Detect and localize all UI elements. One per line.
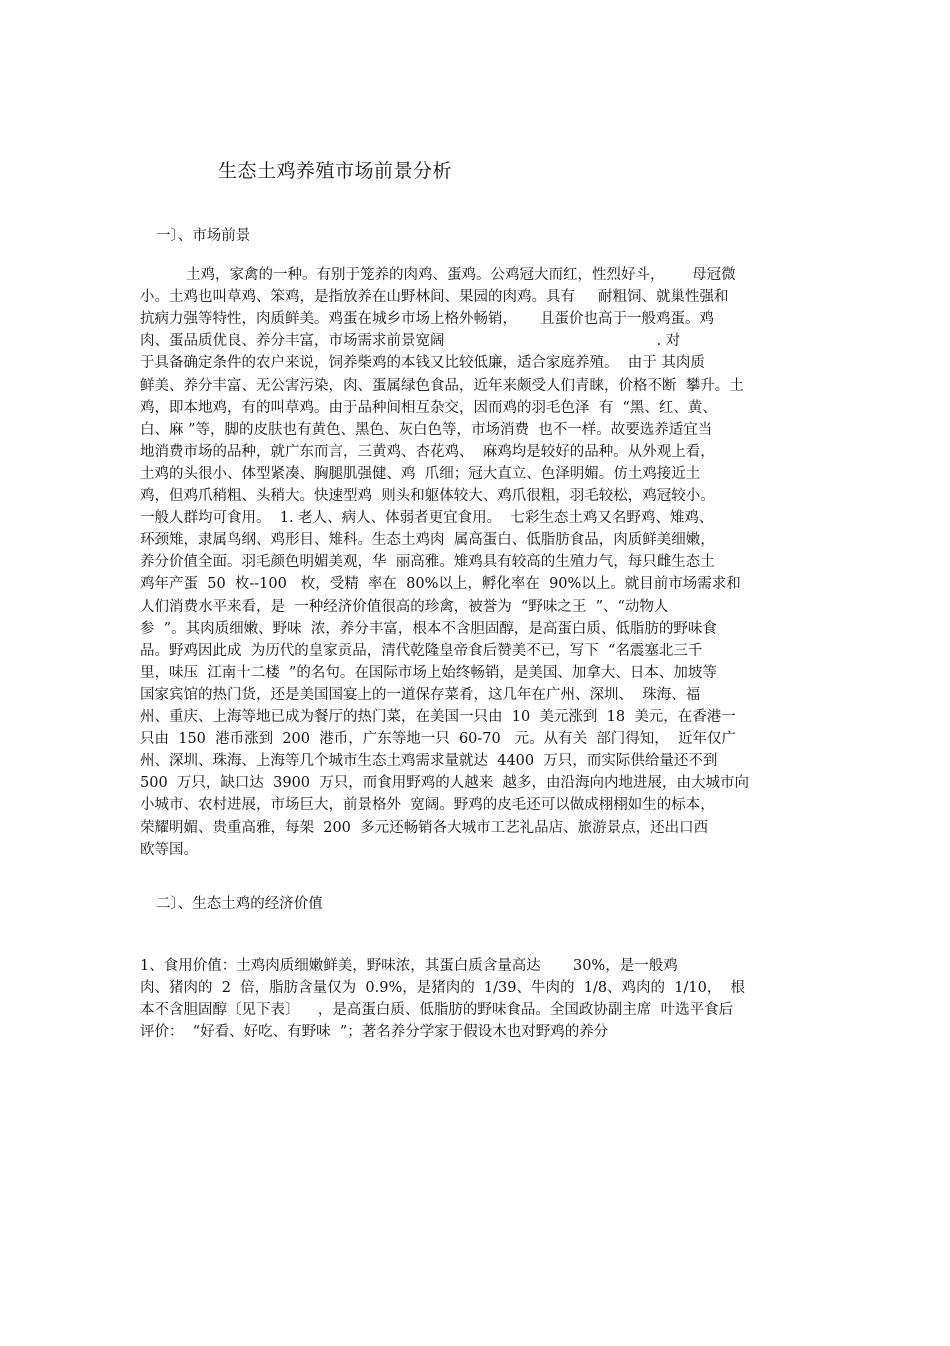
- body-line: 州、深圳、珠海、上海等几个城市生态土鸡需求量就达 4400 万只，而实际供给量还不到: [140, 753, 718, 770]
- section-heading-economic-value: 二〕、生态土鸡的经济价值: [156, 896, 323, 912]
- body-line: 1、食用价值：土鸡肉质细嫩鲜美，野味浓，其蛋白质含量高达 30%，是一般鸡: [140, 958, 678, 974]
- body-line: 肉、蛋品质优良、养分丰富，市场需求前景宽阔 . 对: [140, 333, 681, 350]
- body-line: 鸡年产蛋 50 枚--100 枚，受精 率在 80%以上，孵化率在 90%以上。就目前市场需求和: [140, 576, 741, 593]
- body-line: 白、麻 ”等，脚的皮肤也有黄色、黑色、灰白色等，市场消费 也不一样。故要选养适宜当: [140, 421, 713, 438]
- body-line: 肉、猪肉的 2 倍，脂肪含量仅为 0.9%，是猪肉的 1/39、牛肉的 1/8、鸡肉的 1/10， 根: [140, 980, 746, 997]
- body-line: 小城市、农村进展，市场巨大，前景格外 宽阔。野鸡的皮毛还可以做成栩栩如生的标本，: [140, 797, 715, 814]
- body-line: 环颈雉，隶属鸟纲、鸡形目、雉科。生态土鸡肉 属高蛋白、低脂肪食品，肉质鲜美细嫩，: [140, 532, 715, 549]
- body-line: 州、重庆、上海等地已成为餐厅的热门菜，在美国一只由 10 美元涨到 18 美元，在香港一: [140, 709, 736, 725]
- body-line: 只由 150 港币涨到 200 港币，广东等地一只 60-70 元。从有关 部门得知， 近年仅广: [140, 731, 737, 748]
- body-line: 本不含胆固醇〔见下表〕 ，是高蛋白质、低脂肪的野味食品。全国政协副主席 叶选平食后: [140, 1002, 734, 1019]
- body-line: 鲜美、养分丰富、无公害污染，肉、蛋属绿色食品，近年来颇受人们青睐，价格不断 攀升。土: [140, 377, 744, 394]
- body-line: 国家宾馆的热门货，还是美国国宴上的一道保存菜肴，这几年在广州、深圳、 珠海、福: [140, 686, 701, 703]
- body-line: 小。土鸡也叫草鸡、笨鸡，是指放养在山野林间、果园的肉鸡。具有 耐粗饲、就巢性强和: [140, 289, 729, 306]
- body-line: 里，味压 江南十二楼 ”的名句。在国际市场上始终畅销，是美国、加拿大、日本、加坡等: [140, 664, 717, 681]
- body-line: 土鸡，家禽的一种。有别于笼养的肉鸡、蛋鸡。公鸡冠大而红，性烈好斗， 母冠微: [186, 267, 736, 283]
- body-line: 养分价值全面。羽毛颜色明媚美观，华 丽高雅。雉鸡具有较高的生殖力气，每只雌生态土: [140, 554, 715, 571]
- body-line: 参 ”。其肉质细嫩、野味 浓，养分丰富，根本不含胆固醇，是高蛋白质、低脂肪的野味食: [140, 620, 717, 637]
- body-line: 荣耀明媚、贵重高雅，每架 200 多元还畅销各大城市工艺礼品店、旅游景点，还出口西: [140, 819, 709, 836]
- body-line: 人们消费水平来看，是 一种经济价值很高的珍禽，被誉为 “野味之王 ”、“动物人: [140, 598, 669, 615]
- section-heading-market-prospects: 一〕、市场前景: [156, 228, 251, 244]
- body-line: 抗病力强等特性，肉质鲜美。鸡蛋在城乡市场上格外畅销， 且蛋价也高于一般鸡蛋。鸡: [140, 311, 715, 328]
- body-line: 品。野鸡因此成 为历代的皇家贡品，清代乾隆皇帝食后赞美不已，写下 “名震塞北三千: [140, 642, 703, 659]
- body-line: 土鸡的头很小、体型紧凑、胸腿肌强健、鸡 爪细；冠大直立、色泽明媚。仿土鸡接近土: [140, 465, 701, 482]
- body-line: 于具备确定条件的农户来说，饲养柴鸡的本钱又比较低廉，适合家庭养殖。 由于 其肉质: [140, 355, 705, 372]
- body-line: 鸡，即本地鸡，有的叫草鸡。由于品种间相互杂交，因而鸡的羽毛色泽 有 “黑、红、黄、: [140, 399, 717, 416]
- body-line: 地消费市场的品种，就广东而言，三黄鸡、杏花鸡、 麻鸡均是较好的品种。从外观上看，: [140, 443, 715, 460]
- document-title: 生态土鸡养殖市场前景分析: [218, 160, 453, 182]
- body-line: 欧等国。: [140, 841, 198, 858]
- body-line: 鸡，但鸡爪稍粗、头稍大。快速型鸡 则头和躯体较大、鸡爪很粗，羽毛较松，鸡冠较小。: [140, 488, 715, 504]
- body-line: 一般人群均可食用。 1. 老人、病人、体弱者更宜食用。 七彩生态土鸡又名野鸡、雉鸡、: [140, 510, 714, 527]
- body-line: 500 万只，缺口达 3900 万只，而食用野鸡的人越来 越多，由沿海向内地进展，由大城市向: [140, 775, 749, 792]
- body-line: 评价： “好看、好吃、有野味 ”；著名养分学家于假设木也对野鸡的养分: [140, 1024, 609, 1041]
